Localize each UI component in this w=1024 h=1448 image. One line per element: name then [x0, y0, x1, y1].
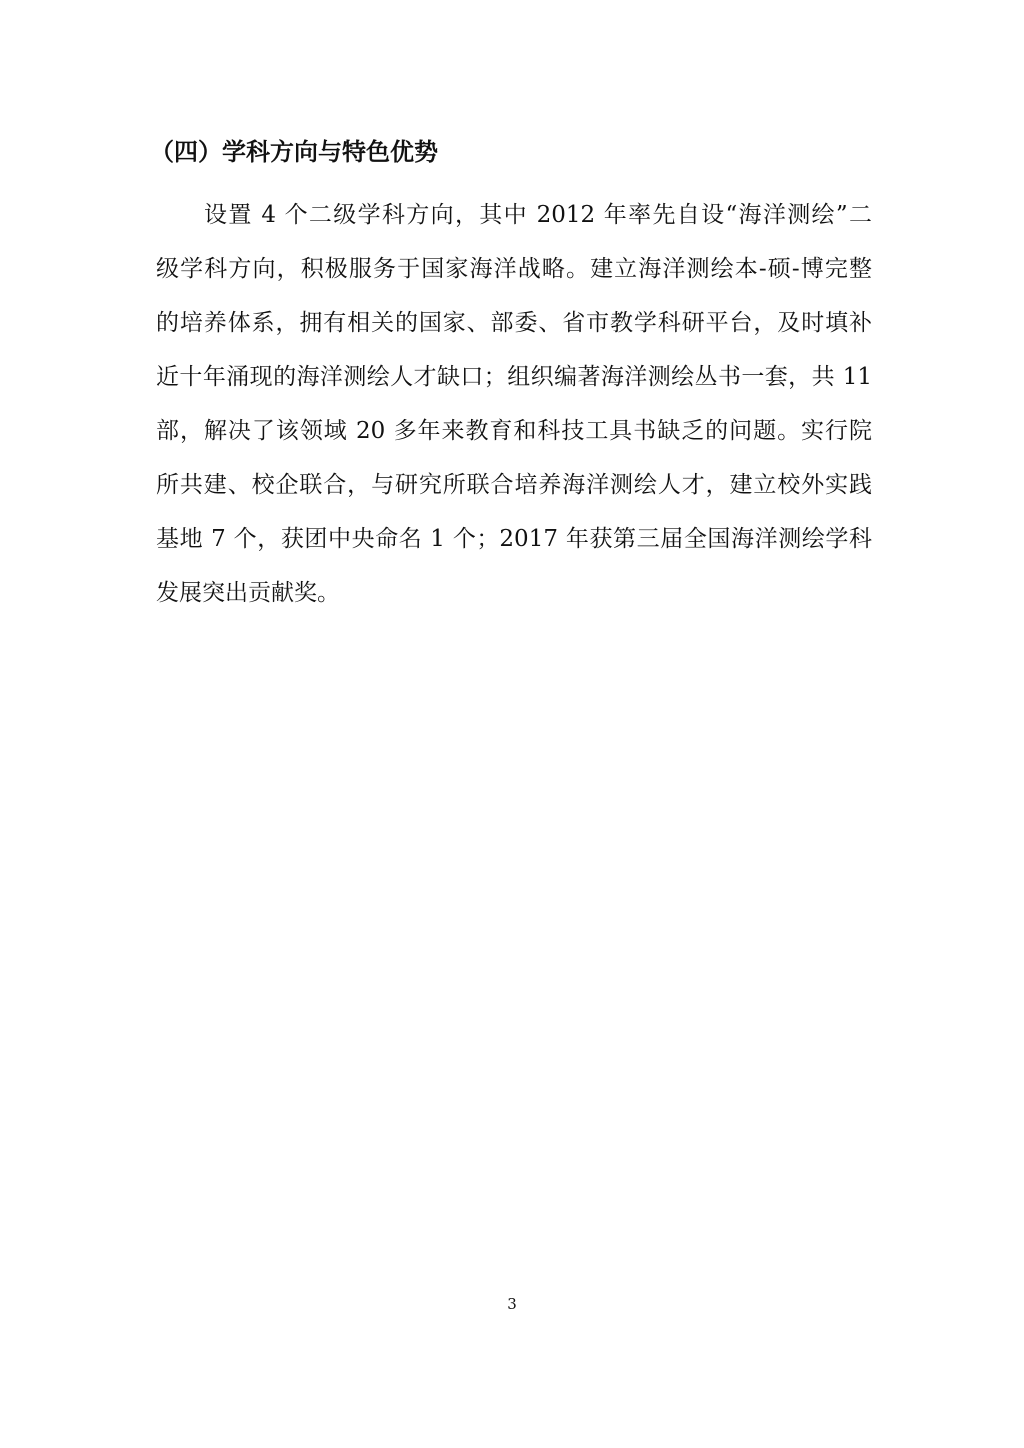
paragraph-line: 近十年涌现的海洋测绘人才缺口；组织编著海洋测绘丛书一套，共 11	[156, 364, 872, 390]
section-heading: （四）学科方向与特色优势	[150, 138, 438, 166]
paragraph-line: 基地 7 个，获团中央命名 1 个；2017 年获第三届全国海洋测绘学科	[156, 526, 872, 552]
paragraph-line: 设置 4 个二级学科方向，其中 2012 年率先自设“海洋测绘”二	[204, 202, 872, 228]
paragraph-line: 部，解决了该领域 20 多年来教育和科技工具书缺乏的问题。实行院	[156, 418, 872, 444]
page-number: 3	[507, 1295, 517, 1313]
paragraph-line: 发展突出贡献奖。	[156, 580, 340, 606]
paragraph-line: 的培养体系，拥有相关的国家、部委、省市教学科研平台，及时填补	[156, 310, 872, 336]
paragraph-line: 级学科方向，积极服务于国家海洋战略。建立海洋测绘本-硕-博完整	[156, 256, 872, 282]
body-paragraph	[156, 188, 872, 620]
paragraph-line: 所共建、校企联合，与研究所联合培养海洋测绘人才，建立校外实践	[156, 472, 872, 498]
